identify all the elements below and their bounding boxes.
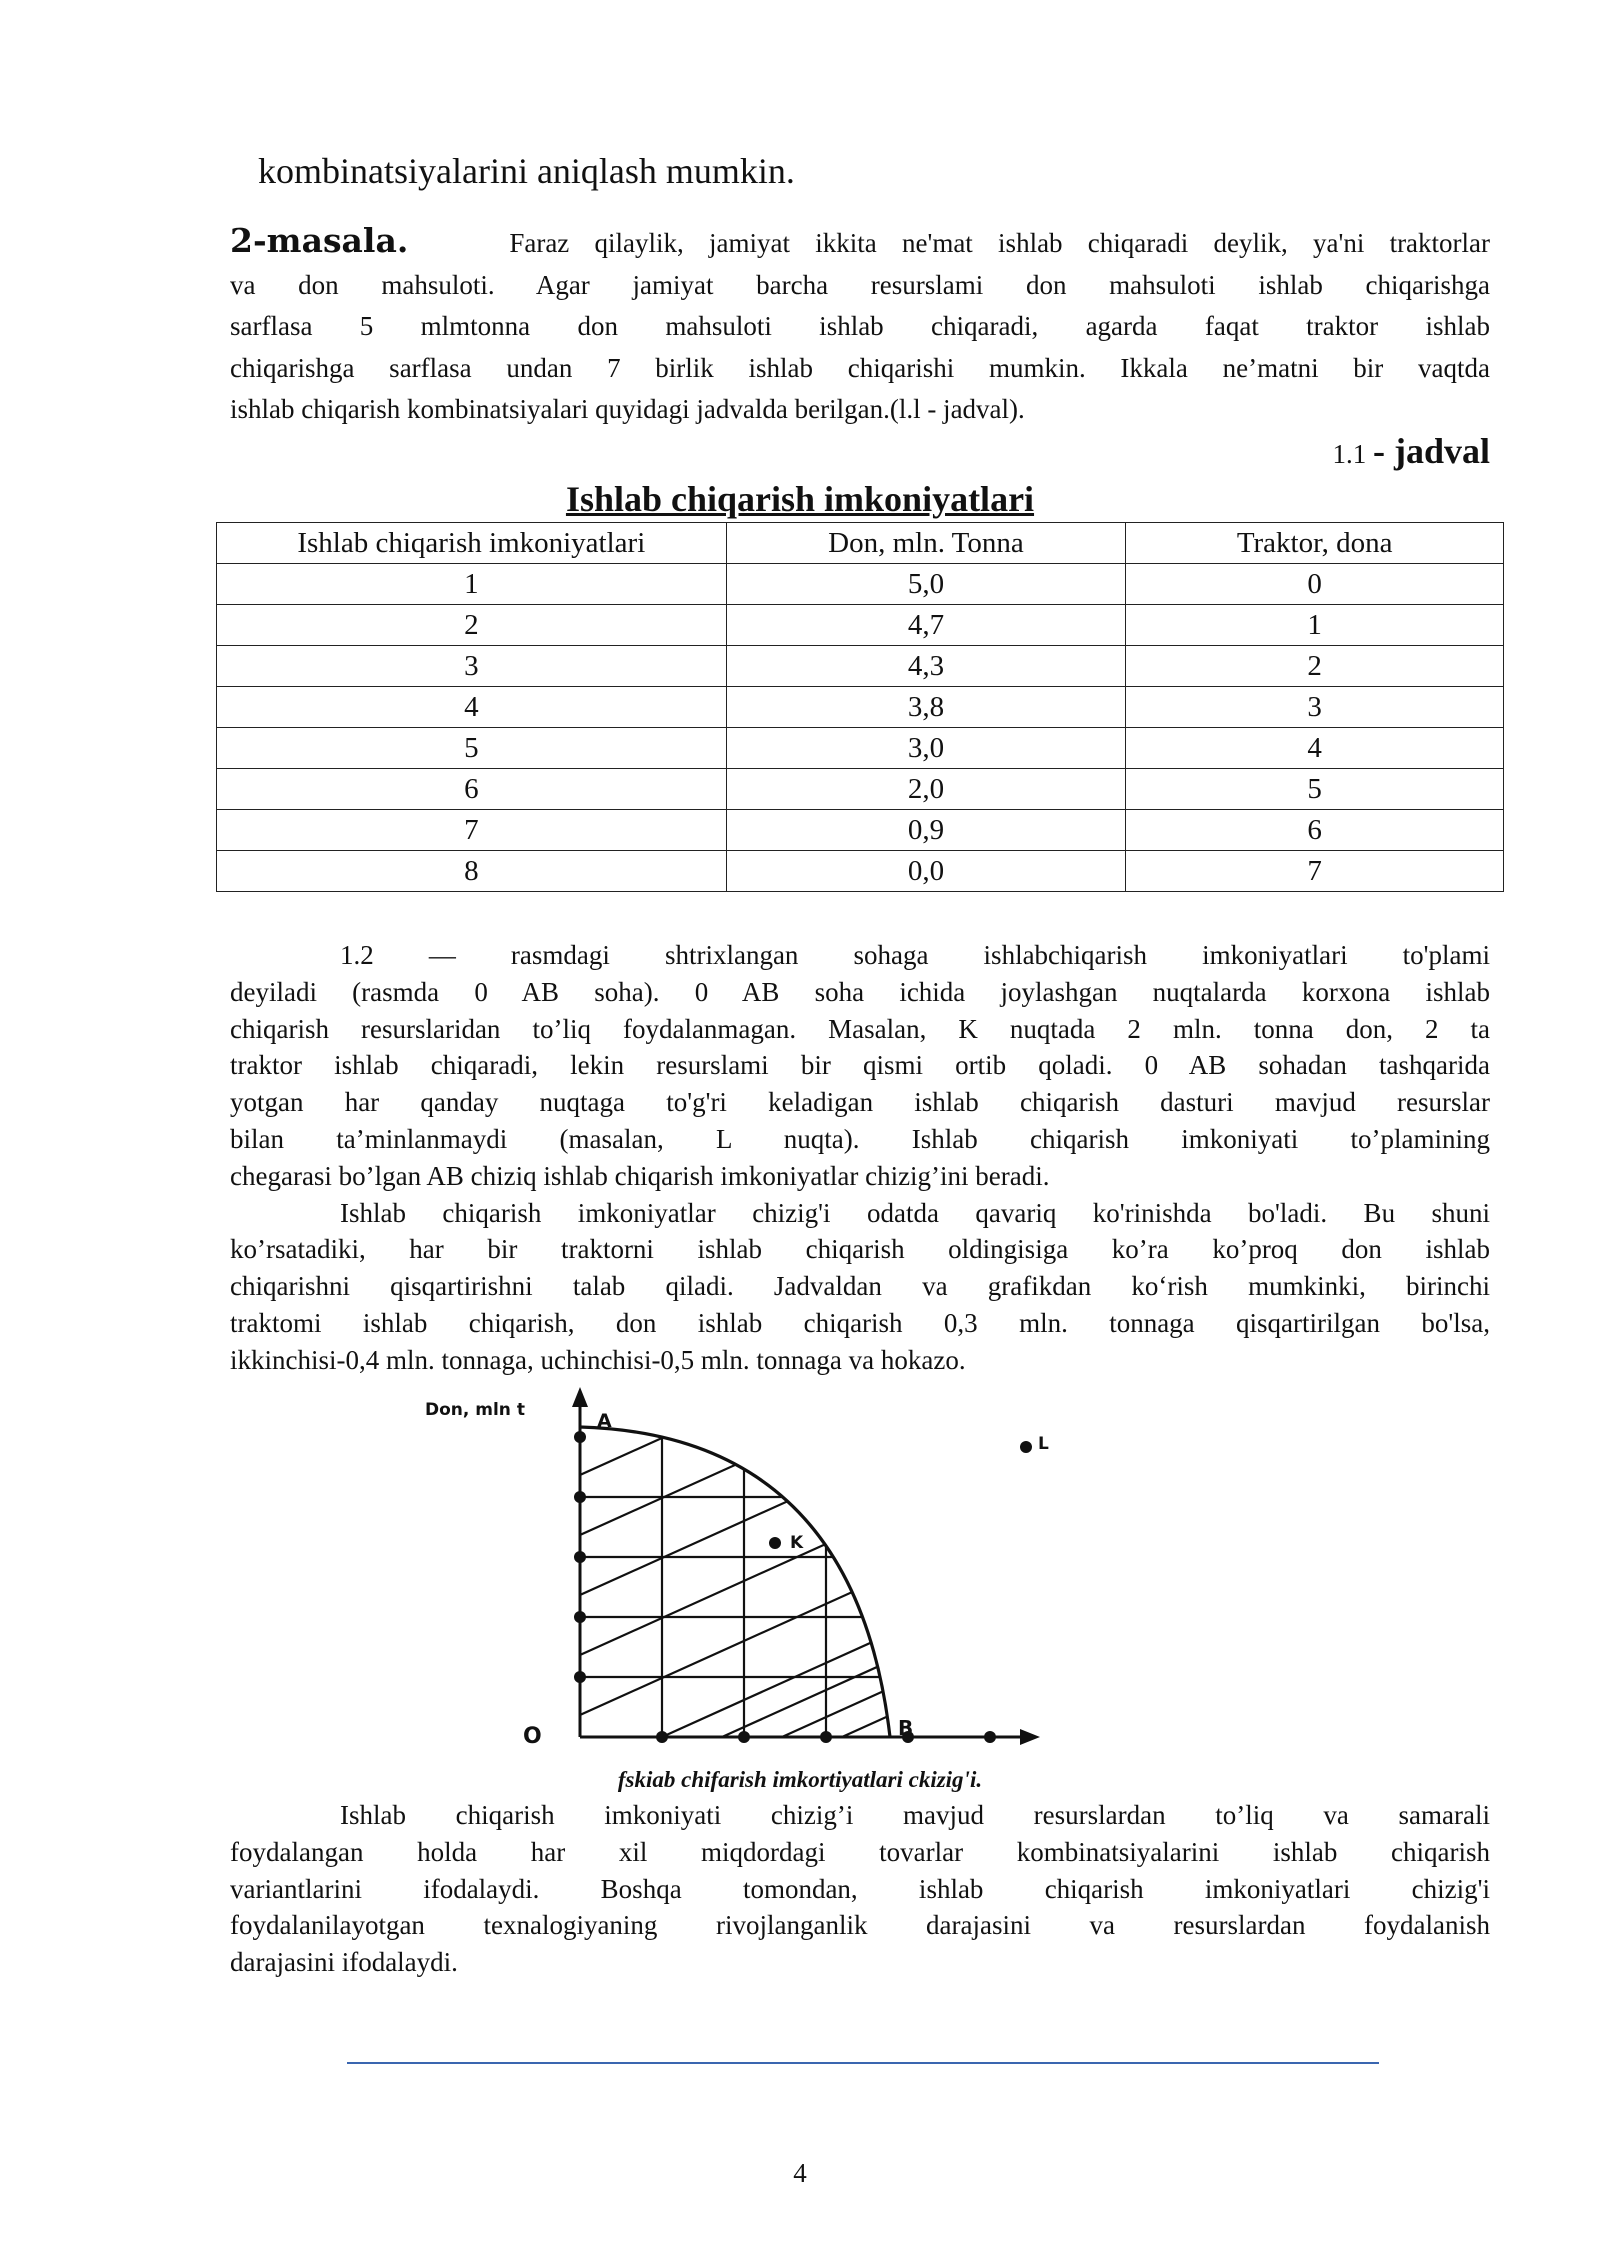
table-row [217, 728, 1504, 769]
table-cell: 1 [1126, 605, 1504, 646]
problem-line: Faraz qilaylik, jamiyat ikkita ne'mat ishlab chiqaradi deylik, ya'ni traktorlar [509, 228, 1491, 258]
table-caption [1333, 430, 1491, 472]
problem-line: sarflasa 5 mlmtonna don mahsuloti ishlab chiqaradi, agarda faqat traktor ishlab [230, 311, 1490, 341]
text-line: 1.2 — rasmdagi shtrixlangan sohaga ishlabchiqarish imkoniyatlari to'plami [340, 940, 1490, 970]
explanation-text [230, 937, 1490, 1379]
table-row [217, 605, 1504, 646]
footer-divider [347, 2062, 1379, 2064]
header-cell: Don, mln. Tonna [726, 523, 1126, 564]
table-title: Ishlab chiqarish imkoniyatlari [565, 479, 1035, 519]
table-row [217, 810, 1504, 851]
text-line: darajasini ifodalaydi. [230, 1947, 458, 1978]
table-cell: 7 [217, 810, 727, 851]
production-table [216, 522, 1504, 892]
table-cell: 6 [217, 769, 727, 810]
table-cell: 4 [1126, 728, 1504, 769]
point-a-label: A [597, 1410, 612, 1432]
axis-ticks [574, 1431, 996, 1743]
text-line: foydalangan holda har xil miqdordagi tovarlar kombinatsiyalarini ishlab chiqarish [230, 1836, 1490, 1867]
table-cell: 5,0 [726, 564, 1126, 605]
table-cell: 4,7 [726, 605, 1126, 646]
problem-line: chiqarishga sarflasa undan 7 birlik ishlab chiqarishi mumkin. Ikkala ne’matni bir vaqtda [230, 352, 1490, 383]
text-line: Ishlab chiqarish imkoniyati chizig’i mavjud resurslardan to’liq va samarali [340, 1800, 1490, 1830]
table-cell: 2 [217, 605, 727, 646]
table-cell: 5 [1126, 769, 1504, 810]
point-k-label: K [790, 1533, 804, 1553]
text-line: foydalanilayotgan texnalogiyaning rivojlanganlik darajasini va resurslardan foydalanish [230, 1910, 1490, 1941]
table-cell: 1 [217, 564, 727, 605]
table-cell: 0,0 [726, 851, 1126, 892]
table-cell: 3 [1126, 687, 1504, 728]
table-row [217, 851, 1504, 892]
text-line: traktor ishlab chiqaradi, lekin resurslami bir qismi ortib qoladi. 0 AB sohadan tashqarida [230, 1050, 1490, 1081]
text-line: yotgan har qanday nuqtaga to'g'ri keladigan ishlab chiqarish dasturi mavjud resurslar [230, 1087, 1490, 1118]
y-axis-label: Don, mln t [425, 1400, 525, 1420]
header-cell: Traktor, dona [1126, 523, 1504, 564]
table-cell: 8 [217, 851, 727, 892]
table-row [217, 687, 1504, 728]
point-l-marker [1020, 1441, 1032, 1453]
table-cell: 0 [1126, 564, 1504, 605]
text-line: Ishlab chiqarish imkoniyatlar chizig'i odatda qavariq ko'rinishda bo'ladi. Bu shuni [340, 1197, 1490, 1228]
x-axis-arrow-icon [1020, 1729, 1040, 1745]
table-cell: 6 [1126, 810, 1504, 851]
table-cell: 3,0 [726, 728, 1126, 769]
table-cell: 0,9 [726, 810, 1126, 851]
table-header-row [217, 523, 1504, 564]
table-cell: 7 [1126, 851, 1504, 892]
production-possibilities-figure [410, 1385, 1280, 1765]
table-cell: 4,3 [726, 646, 1126, 687]
page-number: 4 [793, 2158, 807, 2188]
table-cell: 2 [1126, 646, 1504, 687]
table-cell: 3,8 [726, 687, 1126, 728]
table-row [217, 564, 1504, 605]
header-cell: Ishlab chiqarish imkoniyatlari [217, 523, 727, 564]
problem-statement [230, 220, 1490, 431]
y-axis-arrow-icon [572, 1387, 588, 1407]
text-line: chiqarish resurslaridan to’liq foydalanmagan. Masalan, K nuqtada 2 mln. tonna don, 2 ta [230, 1013, 1490, 1044]
text-line: traktomi ishlab chiqarish, don ishlab chiqarish 0,3 mln. tonnaga qisqartirilgan bo'lsa, [230, 1307, 1490, 1338]
table-caption-label: - jadval [1373, 431, 1490, 471]
text-line: chiqarishni qisqartirishni talab qiladi. Jadvaldan va grafikdan ko‘rish mumkinki, birinchi [230, 1271, 1490, 1302]
problem-lead: 2-masala. [230, 221, 409, 260]
table-row [217, 646, 1504, 687]
hatched-region [580, 1385, 1150, 1765]
figure-caption: fskiab chifarish imkortiyatlari ckizig'i. [617, 1767, 983, 1792]
table-cell: 5 [217, 728, 727, 769]
intro-line: kombinatsiyalarini aniqlash mumkin. [258, 151, 795, 191]
table-caption-number: 1.1 [1332, 439, 1367, 469]
point-l-label: L [1038, 1434, 1049, 1454]
text-line: ikkinchisi-0,4 mln. tonnaga, uchinchisi-0,5 mln. tonnaga va hokazo. [230, 1344, 966, 1375]
problem-line: va don mahsuloti. Agar jamiyat barcha resurslami don mahsuloti ishlab chiqarishga [230, 269, 1490, 300]
table-cell: 2,0 [726, 769, 1126, 810]
text-line: variantlarini ifodalaydi. Boshqa tomondan, ishlab chiqarish imkoniyatlari chizig'i [230, 1873, 1490, 1904]
frontier-curve [580, 1427, 890, 1737]
problem-line: ishlab chiqarish kombinatsiyalari quyidagi jadvalda berilgan.(l.l - jadval). [230, 394, 1025, 424]
table-row [217, 769, 1504, 810]
table-cell: 3 [217, 646, 727, 687]
text-line: ko’rsatadiki, har bir traktorni ishlab chiqarish oldingisiga ko’ra ko’proq don ishlab [230, 1234, 1490, 1265]
point-k-marker [769, 1537, 781, 1549]
point-b-label: B [898, 1716, 914, 1740]
text-line: chegarasi bo’lgan AB chiziq ishlab chiqarish imkoniyatlar chizig’ini beradi. [230, 1160, 1050, 1191]
conclusion-text [230, 1797, 1490, 1981]
text-line: bilan ta’minlanmaydi (masalan, L nuqta). Ishlab chiqarish imkoniyati to’plamining [230, 1123, 1490, 1154]
origin-label: O [523, 1724, 542, 1749]
table-cell: 4 [217, 687, 727, 728]
text-line: deyiladi (rasmda 0 AB soha). 0 AB soha ichida joylashgan nuqtalarda korxona ishlab [230, 976, 1490, 1007]
